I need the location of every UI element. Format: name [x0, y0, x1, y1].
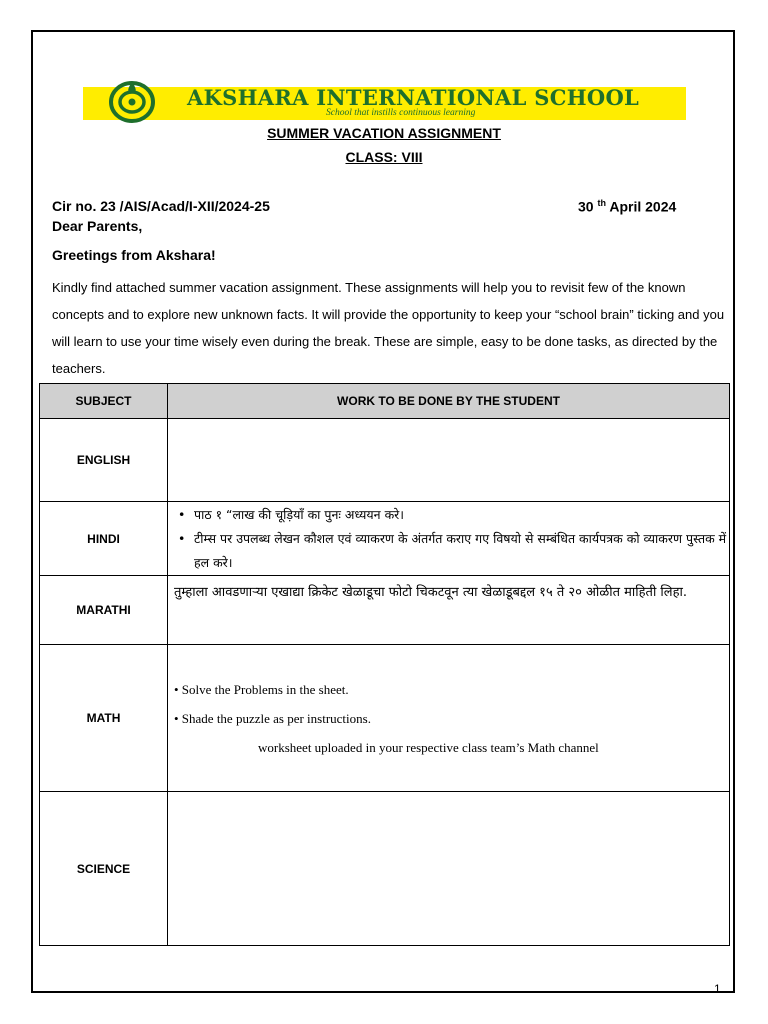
subject-cell: ENGLISH — [40, 419, 168, 502]
intro-paragraph: Kindly find attached summer vacation assignment. These assignments will help you to revisit few of the known concepts and to explore new unknown facts. It will provide the opportunity to keep your “school brain” ticking and you will learn to use your time wisely even during the break. These are simple, easy to be done tasks, as directed by the teachers. — [52, 280, 725, 376]
list-item: worksheet uploaded in your respective class team’s Math channel — [258, 739, 599, 755]
class-label: CLASS: VIII — [345, 149, 423, 165]
school-emblem-icon — [107, 79, 157, 125]
salutation: Dear Parents, — [52, 218, 143, 234]
page-number: 1 — [714, 982, 721, 996]
greeting: Greetings from Akshara! — [52, 247, 216, 263]
work-cell: तुम्हाला आवडणाऱ्या एखाद्या क्रिकेट खेळाडूचा फोटो चिकटवून त्या खेळाडूबद्दल १५ ते २० ओळीत माहिती लिहा. — [168, 576, 730, 645]
column-header-subject: SUBJECT — [40, 384, 168, 419]
work-cell — [168, 645, 730, 792]
school-tagline: School that instills continuous learning — [326, 108, 476, 118]
circular-number: Cir no. 23 /AIS/Acad/I-XII/2024-25 — [52, 198, 270, 214]
table-row — [40, 645, 730, 792]
assignment-table — [39, 383, 730, 946]
subject-cell: MARATHI — [40, 576, 168, 645]
list-item: • Shade the puzzle as per instructions. — [174, 710, 371, 726]
school-logo-banner — [83, 87, 686, 120]
list-item: • Solve the Problems in the sheet. — [174, 681, 349, 697]
list-item: • पाठ १ “लाख की चूड़ियाँ का पुनः अध्ययन करे। — [194, 503, 729, 527]
subject-cell: SCIENCE — [40, 792, 168, 946]
table-row — [40, 792, 730, 946]
subject-cell: HINDI — [40, 502, 168, 576]
list-item: • टीम्स पर उपलब्ध लेखन कौशल एवं व्याकरण के अंतर्गत कराए गए विषयो से सम्बंधित कार्यपत्रक को व्याकरण पुस्तक में हल करे। — [194, 527, 729, 575]
column-header-work: WORK TO BE DONE BY THE STUDENT — [168, 384, 730, 419]
circular-date: 30 $^{th}$ April 2024 — [578, 198, 677, 215]
work-cell — [168, 419, 730, 502]
table-row — [40, 576, 730, 645]
table-row — [40, 502, 730, 576]
table-header-row — [40, 384, 730, 419]
table-row — [40, 419, 730, 502]
assignment-title: SUMMER VACATION ASSIGNMENT — [267, 125, 501, 141]
work-cell — [168, 502, 730, 576]
work-cell — [168, 792, 730, 946]
school-name: AKSHARA INTERNATIONAL SCHOOL — [187, 85, 640, 110]
subject-cell: MATH — [40, 645, 168, 792]
